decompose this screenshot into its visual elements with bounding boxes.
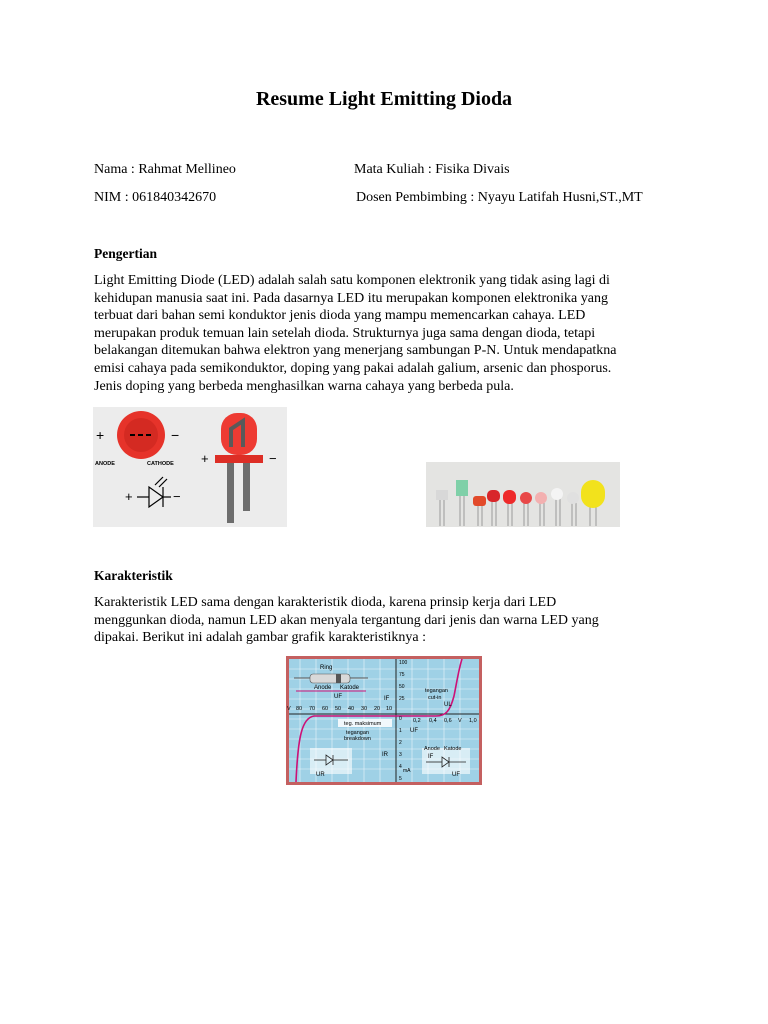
anode-label: Anode [314,685,332,691]
ur-label: UR [316,772,325,778]
minus-sign: − [171,427,180,443]
minus-sign: − [173,489,181,504]
katode-label: Katode [340,685,360,691]
x-tick: 0,4 [429,718,437,724]
cutin-label: cut-in [428,695,442,701]
minus-sign: − [269,451,277,466]
led-side-view [215,413,263,523]
if-label: IF [384,696,390,702]
if-label: IF [428,754,434,760]
uf-label: UF [334,694,342,700]
paragraph-line: Jenis doping yang berbeda menghasilkan warna cahaya yang berbeda pula. [94,378,514,394]
v-label: V [458,718,462,724]
x-tick: 70 [309,706,316,712]
y-tick: 100 [399,660,408,666]
cutin-label: tegangan [425,688,448,694]
y-tick: 5 [399,776,402,782]
paragraph-line: kehidupan manusia saat ini. Pada dasarnya LED itu merupakan komponen elektronika yang [94,290,608,306]
student-name: Nama : Rahmat Mellineo [94,162,236,177]
paragraph-line: Karakteristik LED sama dengan karakteristik dioda, karena prinsip kerja dari LED [94,595,557,610]
anode-label: ANODE [95,461,115,467]
paragraph-line: Light Emitting Diode (LED) adalah salah satu komponen elektronik yang tidak asing lagi di [94,273,610,288]
paragraph-line: merupakan produk temuan lain setelah dioda. Strukturnya juga sama dengan dioda, tetapi [94,325,596,341]
uf-label: UF [452,772,460,778]
ul-label: UL [444,702,452,708]
led-characteristic-graph [286,656,482,785]
x-tick: 20 [374,706,381,712]
paragraph-karakteristik [94,594,664,647]
breakdown-label: breakdown [344,736,371,742]
ir-label: IR [382,752,388,758]
course-name: Mata Kuliah : Fisika Divais [354,162,510,177]
x-tick: 30 [361,706,368,712]
y-tick: 50 [399,684,405,690]
section-heading-karakteristik: Karakteristik [94,568,173,583]
y-tick: 4 [399,764,402,770]
katode-label: Katode [444,746,462,752]
paragraph-line: belakangan ditemukan bahwa elektron yang menerjang sambungan P-N. Untuk mendapatkna [94,343,617,359]
section-heading-pengertian: Pengertian [94,246,157,261]
y-tick: 25 [399,696,405,702]
plus-sign: + [125,489,133,504]
ring-label: Ring [320,665,333,671]
x-tick: 60 [322,706,329,712]
paragraph-line: terbuat dari bahan semi konduktor jenis dioda yang mampu memencarkan cahaya. LED [94,308,586,324]
x-tick: 1,0 [469,718,477,724]
y-tick: 0 [399,716,402,722]
y-tick: 1 [399,728,402,734]
plus-sign: + [96,427,105,443]
x-tick: 10 [386,706,393,712]
x-tick: 80 [296,706,303,712]
anode-label: Anode [424,746,440,752]
y-tick: 3 [399,752,402,758]
document-title: Resume Light Emitting Dioda [255,88,513,110]
y-tick: 75 [399,672,405,678]
breakdown-label: tegangan [346,730,369,736]
paragraph-line: menggunkan dioda, namun LED akan menyala tergantung dari jenis dan warna LED yang [94,612,599,628]
paragraph-line: dipakai. Berikut ini adalah gambar grafik karakteristiknya : [94,630,426,646]
uf-label: UF [410,728,418,734]
x-tick: 40 [348,706,355,712]
diode-symbol-icon [137,477,171,507]
v-label: V [287,706,291,712]
plus-sign: + [201,451,209,466]
ma-label: mA [403,768,411,774]
x-tick: 0,6 [444,718,452,724]
paragraph-line: emisi cahaya pada semikonduktor, doping yang pakai adalah galium, arsenic dan phosporus. [94,360,612,376]
cathode-label: CATHODE [147,461,174,467]
led-symbol-figure [93,407,287,527]
max-voltage-label: teg. maksimum [344,721,382,727]
paragraph-pengertian [94,272,664,395]
x-tick: 50 [335,706,342,712]
x-tick: 0,2 [413,718,421,724]
y-tick: 2 [399,740,402,746]
led-photo [426,462,620,527]
student-nim: NIM : 061840342670 [94,190,217,205]
advisor-name: Dosen Pembimbing : Nyayu Latifah Husni,ST.,MT [356,190,643,205]
